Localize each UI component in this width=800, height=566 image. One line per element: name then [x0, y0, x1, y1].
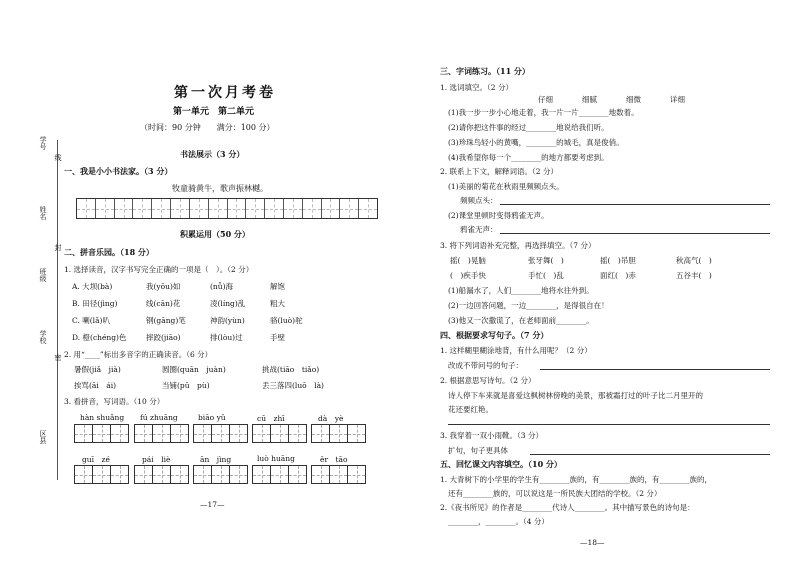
- time-info: （时间：90 分钟 满分：100 分）: [140, 123, 275, 132]
- r4-3b: 扩句，句子更具体: [448, 446, 508, 455]
- r3-line-2[interactable]: (2)一边回答问题，一边________，是得很自在！: [448, 301, 609, 310]
- section-4-title: 四、根据要求写句子。（7 分）: [440, 330, 549, 340]
- duoyin-1-1[interactable]: 暑假(jiǎ jià): [74, 365, 121, 374]
- tianzi-1-1[interactable]: [74, 424, 128, 443]
- duoyin-2-3[interactable]: 丢三落四(luō là): [262, 381, 324, 390]
- page-number-right: —18—: [580, 538, 605, 547]
- section-5-title: 五、回忆课文内容填空。（10 分）: [440, 459, 562, 469]
- q2-2: 2. 用“____”标出多音字的正确读音。（6 分）: [64, 350, 213, 359]
- r2-answer-line-1[interactable]: [500, 204, 770, 205]
- q2-3: 3. 看拼音，写词语。（10 分）: [64, 397, 165, 406]
- r4-2b: 诗人停下车来就是喜爱这枫树林傍晚的美景，那被霜打过的叶子比二月里开的: [448, 391, 703, 400]
- section-3-title: 三、字词练习。（11 分）: [440, 66, 530, 76]
- tianzi-2-3[interactable]: [193, 465, 247, 484]
- r2-line-3: (2)课堂里顿时变得鸦雀无声。: [448, 211, 549, 220]
- r2-line-4: 鸦雀无声：: [460, 225, 498, 234]
- word-option-3: 细微: [626, 95, 641, 104]
- tianzi-1-4[interactable]: [252, 424, 306, 443]
- r4-2c: 花还要红艳。: [448, 405, 493, 414]
- tianzi-2-2[interactable]: [134, 465, 188, 484]
- r4-3-answer-line[interactable]: [530, 454, 770, 455]
- section-jilei: 积累运用（50 分）: [180, 229, 250, 239]
- r5-1b[interactable]: 还有________族的，可以说这是一所民族大团结的学校。（2 分）: [448, 489, 662, 498]
- opt-d-1[interactable]: D. 橙(chéng)色: [72, 333, 127, 342]
- r3-row1-2[interactable]: 张牙舞( ): [528, 256, 564, 265]
- word-option-2: 细腻: [582, 95, 597, 104]
- duoyin-2-1[interactable]: 挨骂(āi ái): [74, 381, 117, 390]
- opt-c-3: 神韵(yùn): [210, 316, 245, 325]
- duoyin-2-2[interactable]: 当铺(pū pù): [162, 381, 210, 390]
- r4-1b: 改成不带问号的句子：: [448, 361, 523, 370]
- r5-2[interactable]: 2.《夜书所见》的作者是________代诗人________。其中描写景色的诗句是：: [440, 503, 695, 512]
- r3-line-3[interactable]: (3)他又一次撒谎了，在老师面前________。: [448, 316, 594, 325]
- pinyin-1-3: biāo yǔ: [198, 413, 226, 422]
- q1-title: 一、我是小小书法家。（3 分）: [64, 166, 173, 176]
- duoyin-1-3[interactable]: 挑战(tiāo tiǎo): [262, 365, 320, 374]
- section-shufa: 书法展示（3 分）: [180, 149, 245, 159]
- opt-c-2: 钢(gāng)笔: [146, 316, 186, 325]
- tianzi-1-2[interactable]: [134, 424, 188, 443]
- pinyin-2-1: guī zé: [82, 455, 110, 464]
- r4-2: 2. 根据意思写诗句。（2 分）: [440, 376, 536, 385]
- calligraphy-grid[interactable]: [76, 198, 378, 219]
- opt-a-2: 我(yōu)如: [146, 282, 181, 291]
- margin-label-xuehao: 学号: [39, 136, 47, 150]
- word-option-1: 仔细: [538, 95, 553, 104]
- r3-row1-1[interactable]: 摇( )晃脑: [450, 256, 486, 265]
- r1-line-2[interactable]: (2)请你把这件事的经过________地说给我们听。: [448, 123, 609, 132]
- opt-b-3: 凌(líng)乱: [210, 299, 246, 308]
- q2-title: 二、拼音乐园。（18 分）: [64, 247, 154, 257]
- binding-line: [57, 140, 58, 480]
- tianzi-1-3[interactable]: [193, 424, 247, 443]
- pinyin-1-4: cū zhī: [257, 414, 285, 423]
- q2-1: 1. 选择读音，汉字书写完全正确的一项是（ ）。（2 分）: [64, 265, 254, 274]
- pinyin-2-3: ān jìng: [200, 455, 232, 464]
- pinyin-2-2: pái liè: [142, 455, 171, 464]
- margin-label-xingming: 姓名: [39, 206, 47, 220]
- margin-label-feng: 封: [54, 244, 62, 251]
- margin-label-xian: 线: [54, 154, 62, 161]
- opt-b-1[interactable]: B. 田径(jìng): [72, 299, 118, 308]
- opt-d-4: 手壁: [270, 333, 285, 342]
- r3-row1-3[interactable]: 摇( )吊胆: [600, 256, 636, 265]
- r1-line-1[interactable]: (1)我一步一步小心地走着，我一片一片________地数着。: [448, 108, 639, 117]
- r2-line-1: (1)美丽的菊花在秋雨里频频点头。: [448, 182, 564, 191]
- margin-label-mi: 密: [54, 354, 62, 361]
- duoyin-1-2[interactable]: 圆圈(quān juàn): [162, 365, 226, 374]
- r3-row2-4[interactable]: 五谷丰( ): [676, 271, 712, 280]
- opt-b-4: 粗大: [270, 299, 285, 308]
- pinyin-2-5: ěr tāo: [320, 455, 348, 464]
- r3-row1-4[interactable]: 秋高气( ): [676, 256, 712, 265]
- r2-line-2: 频频点头：: [460, 196, 498, 205]
- opt-a-3: (nǚ)海: [210, 282, 234, 291]
- opt-c-4: 骆(luò)驼: [270, 316, 303, 325]
- tianzi-1-5[interactable]: [311, 424, 365, 443]
- page-number-left: —17—: [200, 500, 225, 509]
- r3-row2-3[interactable]: 面红( )赤: [600, 271, 636, 280]
- exam-subtitle: 第一单元 第二单元: [173, 107, 255, 117]
- r4-1: 1. 这样糊里糊涂地背，有什么用呢？（2 分）: [440, 346, 592, 355]
- q1-sentence: 牧童骑黄牛，歌声振林樾。: [172, 184, 268, 193]
- pinyin-1-5: dà yè: [318, 414, 344, 423]
- r4-3: 3. 我穿着一双小雨靴。（3 分）: [440, 431, 543, 440]
- r5-1[interactable]: 1. 大青树下的小学里的学生有________族的，有________族的，有________族的，: [440, 475, 713, 484]
- margin-label-quxian: 区县: [39, 430, 47, 444]
- r3-line-1[interactable]: (1)船漏水了，人们________地将水往外到。: [448, 286, 594, 295]
- opt-a-1[interactable]: A. 大坝(bà): [72, 282, 113, 291]
- tianzi-2-5[interactable]: [311, 465, 365, 484]
- opt-d-3: 排(lòu)过: [210, 333, 243, 342]
- r3-title: 3. 将下列词语补充完整，再选择填空。（7 分）: [440, 241, 596, 250]
- opt-d-2: 摔跤(jiāo): [146, 333, 181, 342]
- pinyin-1-1: hàn shuǎng: [80, 413, 125, 422]
- opt-b-2: 线(cān)花: [146, 299, 181, 308]
- tianzi-2-4[interactable]: [252, 465, 306, 484]
- r1-title: 1. 选词填空。（2 分）: [440, 83, 513, 92]
- margin-label-xuexiao: 学校: [39, 330, 47, 344]
- r3-row2-1[interactable]: ( )疾手快: [450, 271, 486, 280]
- r4-2-answer-line[interactable]: [448, 424, 770, 425]
- opt-a-4: 解饱: [270, 282, 285, 291]
- r3-row2-2[interactable]: 手忙( )乱: [528, 271, 564, 280]
- r4-1-answer-line[interactable]: [540, 369, 770, 370]
- r1-line-4[interactable]: (4)我希望你每一个________的地方都要考虑到。: [448, 153, 609, 162]
- exam-title: 第一次月考卷: [174, 85, 276, 101]
- opt-c-1[interactable]: C. 喇(lǎ)叭: [72, 316, 110, 325]
- tianzi-2-1[interactable]: [74, 465, 128, 484]
- pinyin-1-2: fú zhuāng: [140, 413, 178, 422]
- r2-answer-line-2[interactable]: [500, 233, 770, 234]
- r2-title: 2. 联系上下文，解释词语。（2 分）: [440, 167, 558, 176]
- r5-2b[interactable]: ________，________。（4 分）: [448, 517, 549, 526]
- pinyin-2-4: luò huāng: [257, 454, 295, 463]
- margin-label-banji: 班级: [39, 268, 47, 282]
- r1-line-3[interactable]: (3)珍珠鸟轻小的黄嘴，________的城毛，真是俊俏。: [448, 138, 624, 147]
- word-option-4: 详细: [670, 95, 685, 104]
